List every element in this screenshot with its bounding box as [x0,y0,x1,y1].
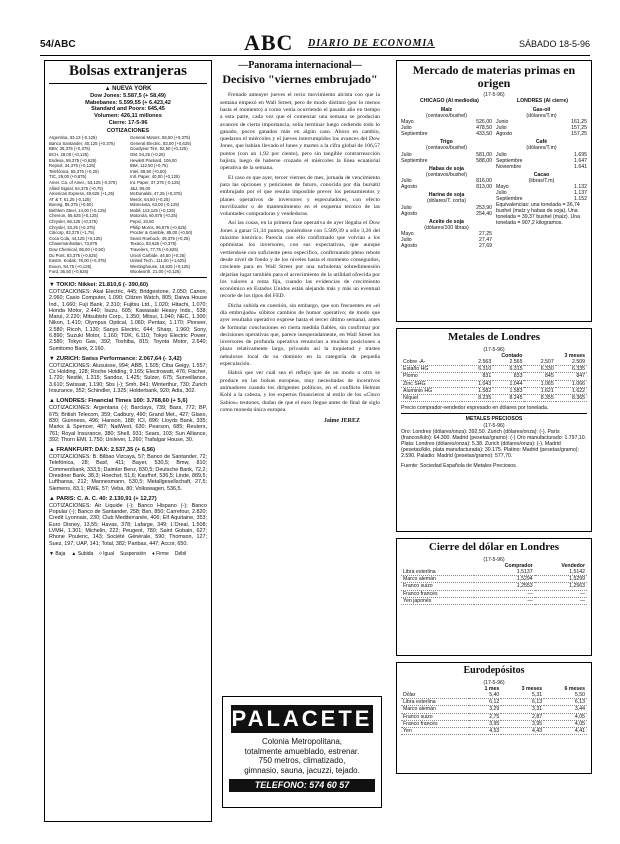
ny-quotes-right [130,135,207,275]
commodity-name: Habas de soja (centavos/bushel) [401,166,492,178]
table-cell: 6,13 [544,699,587,706]
table-cell: 6.310 [462,366,493,373]
legend-item: Suspensión [119,550,147,557]
quote-item: IBM, 112,50 (+0,75) [130,163,168,169]
commodity-price: 581,00 [476,151,492,158]
commodity-month: Julio [496,190,507,197]
quote-item: Sears Roebuck, 49,375 (+0,25) [130,235,190,241]
table-row [401,576,587,583]
quote-item: Ford, 36,50 (+0,625) [49,269,89,275]
table-cell: 1.066 [556,380,587,387]
quote-item: GM, 54,25 (+0,25) [130,151,165,157]
table-cell: 5,50 [544,692,587,699]
column-header: 6 meses [564,685,585,692]
quote-item: Bethlem Steel, 14,00 (+0,125) [49,207,107,213]
table-cell: — [535,590,587,597]
table-row [401,597,587,604]
commodity-unit: (dólares/T. corta) [427,198,466,205]
table-cell: 4,05 [544,713,587,720]
quote-item: Repsol, 34,375 (+0,125) [49,163,96,169]
commodity-month: Mayo [401,231,414,237]
ad-phone: TELEFONO: 574 60 57 [229,779,375,792]
ny-index: Mabebanes: 5.599,55 (+ 6.423,42 [85,99,171,106]
commodity-unit: (dólares/T.m) [526,145,557,152]
quote-item: Intl. Paper, 40,00 (+0,125) [130,174,180,180]
commodity-price: 157,25 [571,125,587,132]
metales-box [396,328,592,532]
table-cell: 4,43 [501,728,544,735]
table-cell: 2.509 [556,359,587,366]
quote-item: General Motors, 55,50 (+0,375) [130,135,191,141]
commodity-row [496,131,587,137]
quote-item: McDonalds, 47,25 (+0,375) [130,191,182,197]
quote-item: American Express, 49,625 (+1,25) [49,191,115,197]
quote-item: Goodyear Tire, 52,50 (+0,125) [130,146,188,152]
commodity-month: Noviembre [496,163,522,170]
commodity-unit: (libras/T.m) [528,177,555,184]
preciosos-title: METALES PRECIOSOS [465,416,523,423]
commodity-price: 1.152 [574,196,587,203]
metales-date: (17-5-96) [483,346,505,353]
legend-item: Débil [174,550,187,557]
quote-item: Texaco, 83,625 (+0,375) [130,241,177,247]
quote-item: Intel, 69,50 (+0,50) [130,168,167,174]
commodity-unit: (centavos/bushel) [426,145,467,152]
row-label: Zinc SHG [401,380,462,387]
ad-line: totalmente amueblado, estrenar. [244,746,360,756]
column-header: Vendedor [561,562,585,569]
table-cell: 3,44 [544,706,587,713]
table-cell: 1,5294 [474,576,535,583]
table-cell: 1.065 [524,380,555,387]
commodity-price: 478,50 [476,125,492,132]
quote-item: Exxon, 84,75 (+0,125) [49,263,92,269]
commodity-price: 588,00 [476,157,492,164]
row-label: Estaño HG [401,366,462,373]
quote-item: Telefónica, 55,375 (+0,25) [49,168,99,174]
commodity-unit: (dólares/T.m) [526,112,557,119]
commodity-month: Julio [401,178,412,185]
dolar-title: Cierre del dólar en Londres [428,541,560,553]
table-cell: 8.235 [462,395,493,402]
quote-item: Dow Chemical, 86,00 (+0,50) [49,247,105,253]
ny-heading: ▲ NUEVA YORK [104,85,152,92]
bolsas-extranjeras [44,60,212,822]
row-label: Cobre -A- [401,359,462,366]
table-cell: 1,2553 [474,583,535,590]
table-cell: — [474,590,535,597]
commodity-price: 27,25 [479,231,492,237]
quote-item: Philip Morris, 96,875 (+0,625) [130,224,187,230]
column-header: 3 meses [521,685,543,692]
equivalencias-note: Equivalencias: una tonelada = 36,74 bushel (maíz y habas de soja). Una tonelada = 39,37 bushel (maíz). Una tonelada = 907,2 kilogramos. [496,202,581,227]
ad-line: Colonia Metropolitana, [261,737,343,746]
commodity-month: Julio [401,237,412,243]
legend-item: ▲ Subida [71,550,94,557]
commodity-unit: (dólares/100 libras) [424,224,469,231]
londres-quotes: COTIZACIONES: Argentaria (-); Barclays, 739; Bass, 772; BP, 675; British Telecom, 359; Cadbury, 490; Grand Met., 427; Glaxo, 830; Guinness, 496; Hanson, 188; ICI, 896; Lloyds Bank, 335; Marks & Spencer, 487; NatWest, 630; Pearson, 685; Reuters, 761; Royal Insurance, 380; Shell, 931; Sears, 103; Sun Alliance, 392; Thorn EMI, 1.750; Unilever, 1.260; Trafalgar House, 30. [49,405,207,443]
table-cell: 831 [462,373,493,380]
commodity-price: 27,69 [479,243,492,249]
table-cell: 6.335 [556,366,587,373]
table-cell: 1.621 [524,387,555,394]
dolar-table [401,563,587,605]
table-cell: 3,95 [469,720,502,727]
section-title: DIARIO DE ECONOMIA [308,38,435,49]
table-cell: 1.583 [493,387,524,394]
table-cell: 847 [556,373,587,380]
table-cell: 1,5142 [535,569,587,576]
table-cell: 6.330 [524,366,555,373]
quote-item: Citicorp, 82,375 (+1,75) [49,230,95,236]
commodity-row [401,243,492,249]
table-row [401,583,587,590]
frankfurt-heading: ▲ FRANKFURT: DAX: 2.537,35 (+ 6,56) [49,447,156,454]
article-paragraph: Así las cosas, en la primera fase operativa de ayer llegaba el Dow Jones a ganar 51,34 puntos, poniéndose con 5.589,39 a sólo 3,26 del máximo histórico. Parecía con ello confirmado que volvían a los optimistas los inversores, con sus expectativas, que aunque vertíendose con suficiente peso específico, confirmando pleno rebote desde nivel de fondo y de los niveles hasta el momento conseguidos, creciente para en Wall Street por una turbulenta sobredimensión dejarían lugar también para el acrecimiento de la utilidad ofrecida por los valores a renta fija, cuando las evidencias de crecimiento económico en Estados Unidos están alejando más y más un eventual recorte de los tipos del FED. [220,220,380,300]
row-label: Franco suizo [401,583,474,590]
quote-item: Amer. Ca. of Amer., 53,125 (-0,375) [49,179,117,185]
table-row [401,359,587,366]
quote-item: Du Pont, 83,375 (+0,625) [49,252,98,258]
table-cell: 2,87 [501,713,544,720]
materias-primas-box [396,60,592,322]
quote-item: J&J, 95,00 [130,185,151,191]
column-header: 3 meses [564,352,585,359]
commodity-price: 254,40 [476,210,492,217]
commodity-month: Julio [496,125,507,132]
preciosos-source: Fuente: Sociedad Española de Metales Preciosos. [401,462,518,469]
quote-item: Motorola, 60,875 (+0,25) [130,213,178,219]
zurich-quotes: COTIZACIONES: Alusuisse, 994; ABB, 1.505; Ciba Geigy, 1.557; Cs Holding, 128; Roche Holding, 9.165; Electrowatt, 476; Fischer, 1.720; Nestlé, 1.315; Sandoz, 1.425; Sulzer, 675; Surveillance, 3.610; Swissair, 1.190; Sbs (-); Smh, 841; Winterthur, 730; Zurich Insurance, 352; Schindler, 1.325; Holderbank, 920; Adia, 302. [49,362,207,395]
table-cell: 8.355 [524,395,555,402]
quote-item: Hewlett Packard, 106,00 [130,157,177,163]
table-cell: 2.507 [524,359,555,366]
paris-quotes: COTIZACIONES: Air Liquide (-); Banco Hispano (-); Banco Popular (-); Banco de Santander, 258; Bsn, 850; Carrefour, 2.820; Credit Lyonnais, 230; Club Mediterranée, 406; Elf Aquitaine, 353; Euro Disney, 13,55; Havas, 378; Lafarge, 349; L'Oreal, 1.508; LVMH, 1.301; Michelin, 222; Peugeot, 780; Saint Gobain, 627; Rhone Poulenc, 143; Société Générale, 590; Thomson, 127; Suez, 197; UAP, 141; Total, 382; Paribas, 447; Accor, 650. [49,502,207,547]
quote-item: Travelers, 77,75 (+0,625) [130,247,179,253]
article-paragraph: Frenado anteayer jueves el recio movimiento alcista con que la semana empezó en Wall Street, pero de modo distinto (por lo menos hasta el momento) a como venía ocurriendo el pasado año en tiempo a esta parte, cada vez que el comenzar una semana se producían avances de cierta importancia, solía terminar luego cediendo todo lo ganado, pocos ganados más en algún caso. Ahora en cambio, quedaron el miércoles y el jueves interrumpidos los avances del Dow Jones, que habían llevado el lunes y martes a la cifra global de 106,57 puntos (con un 1,92 por ciento), pero sin tangible contrarreacción bajista, luego de haberse cruzado el miércoles la línea ecuatorial operativa de la semana. [220,92,380,172]
commodity-price: 1.641 [574,163,587,170]
commodity-month: Julio [496,151,507,158]
quote-item: Boeing, 85,375 (+0,50) [49,202,93,208]
row-label: Libra esterlina [401,699,469,706]
quote-item: AT & T, 61,25 (-0,125) [49,196,91,202]
table-row [401,395,587,402]
commodity-name: Gas-oil (dólares/T.m) [496,107,587,119]
commodity-price: 526,00 [476,119,492,126]
page-header [40,30,590,56]
quote-item: Pepsi, 33,50 [130,219,154,225]
commodity-price: 433,50 [476,131,492,138]
metales-note: Precio comprador-vendedor expresado en dólares por tonelada. [401,405,549,412]
commodity-price: 161,25 [571,119,587,126]
table-cell: 6.315 [493,366,524,373]
quote-item: Mobil, 113,125 (+0,125) [130,207,176,213]
row-label: Yen japonés [401,597,474,604]
commodity-month: Julio [401,204,412,211]
table-cell: 3,95 [501,720,544,727]
article-paragraph: El caso es que ayer, tercer viernes de mes, jornada de vencimiento para las opciones y peticiones de futuro, conocida por día bursátil embrujado por el que resulta imposible prever los pensamientos y planes operativos de inversores y especuladores, con efecto movilizador o de mantenimiento en el esquema técnico de las voluntades compradoras y vendedoras. [220,174,380,218]
quote-item: Westinghouse, 18,625 (+0,125) [130,263,190,269]
table-row [401,713,587,720]
table-cell: 3,29 [469,706,502,713]
column-header: Contado [501,352,523,359]
ny-quotes [49,135,207,275]
commodity-price: 1.132 [574,184,587,191]
commodity-month: Septiembre [496,196,523,203]
row-label: Franco suizo [401,713,469,720]
commodity-row [401,158,492,164]
table-cell: 8.365 [556,395,587,402]
quote-item: Chrysler, 66,125 (+0,375) [49,219,98,225]
preciosos-text: Oro: Londres (dólares/onza): 392,50. Zurich (dólares/onza): (-). París (francos/kilo): 64.300. Madrid (pesetas/gramo): (-) Oro manufacturado: 1.797,10. Plata: Londres (dólares/onza): 5,38. Zurich (dólares/onza): (-). Madrid (pesetas/kilo, plata manufacturada): 30.175. Platino: Madrid (pesetas/gramo): 2.590. Paladio: Madrid (pesetas/gramo): 577,70. [401,428,587,459]
commodity-month: Agosto [496,131,513,138]
table-cell: 2,75 [469,713,502,720]
preciosos-date: (17-5-96) [483,422,505,429]
londres-heading: LONDRES (Al cierre) [516,98,568,105]
table-row [401,720,587,727]
commodity-price: 1.695 [574,151,587,158]
quote-item: Chrysler, 33,25 (+0,375) [49,224,96,230]
table-row [401,569,587,576]
quote-item: General Electric, 83,00 (+0,625) [130,140,192,146]
commodity-row [401,131,492,137]
commodity-month: Agosto [401,184,418,191]
quote-item: Chasemanhattan, 73,875 [49,241,98,247]
table-row [401,590,587,597]
ad-brand: PALACETE [231,706,373,731]
row-label: Plomo [401,373,462,380]
londres-commodities [496,105,587,249]
dolar-date: (17-5-96) [483,556,505,563]
table-cell: 2.563 [462,359,493,366]
tokio-quotes: COTIZACIONES: Akai Electric, 445; Bridgestone, 2.050; Canon, 2.060; Casio Computer, 1.090; Citizen Watch, 805; Daiwa House Ind., 1.660; Fuji Bank, 2.310; Fujitsu Ltd., 1.020; Hitachi, 1.070; Honda Motor, 2.440; Isuzu, 605; Kawasaki Heavy Inds., 538; Marui, 2.220; Mitsubishi Corp., 1.350; Mitsui, 1.040; NEC, 1.300; Nikon, 1.410; Olympus Optical, 1.060; Pentax, 1.170; Pioneer, 2.580; Ricoh, 1.130; Sanyo Electric, 644; Sharp, 1.960; Sony, 6.890; Suzuki Motor, 1.160; TDK, 6.110; Tokyo Electric Power, 2.580; Tokyo Gas, 392; Toshiba, 815; Toyota Motor, 2.640; Sumitomo Bank, 2.160. [49,288,207,352]
row-label: Marco alemán [401,576,474,583]
ad-line: 750 metros, climatizado, [258,756,346,765]
commodity-name: Maíz (centavos/bushel) [401,107,492,119]
table-cell: 4,53 [469,728,502,735]
commodity-month: Mayo [401,119,414,126]
frankfurt-quotes: COTIZACIONES: B. Bilbao Vizcaya, 57; Banco de Santander, 72; Telefónica, 28; Basf, 411; Bayer, 530,5; Bmw, 810; Commerzbank, 333,5; Daimler Benz, 830,5; Deutsche Bank, 72,2; Dresdner Bank, 38,3; Hoechst, 51,6; Kaufhof, 536,5; Linde, 889,5; Lufthansa, 212; Mannesmann, 530,5; Metallgesellschaft, 27,5; Siemens, 83,1; RWE, 57; Veba, 80; Volkswagen, 536,5. [49,454,207,492]
article-paragraph: Habrá que ver cuál sea el reflejo que de un modo u otro se produce en las bolsas europeas, muy necesitadas de incentivos animadores cuando los dirigentes políticos, en el conflicto Helmut Kohl a la cabeza, y los expertos financieros al estilo de los «Cinco Sabios» teutones, dudan de que el euro llegue antes de final de siglo como moneda única europea. [220,370,380,413]
row-label: Libra esterlina [401,569,474,576]
table-cell: — [535,597,587,604]
row-label: Marco alemán [401,706,469,713]
table-cell: 4,41 [544,728,587,735]
bolsas-title: Bolsas extranjeras [69,63,187,79]
commodity-month: Mayo [496,184,509,191]
table-row [401,366,587,373]
table-cell: 5,31 [501,692,544,699]
chicago-commodities [401,105,492,249]
row-label: Franco francés [401,590,474,597]
chicago-heading: CHICAGO (Al mediodía) [420,98,479,105]
quote-item: Endesa, 59,375 (+0,625) [49,157,97,163]
table-cell: 1.043 [462,380,493,387]
table-cell: 833 [493,373,524,380]
quote-item: Eastm. Kodak, 78,00 (+0,375) [49,258,107,264]
commodity-row [401,184,492,190]
table-row [401,692,587,699]
article-paragraph: Dicha subida en cuestión, sin embargo, que son frecuentes en «el día embrujado» súbitos cambios de humor operativo; de modo que ayer resultaba operativo exprese hasta el tercer último semanal, antes de formular conclusiones en cierta medida fiables, sin confirmar por decisiones operativas que, parece inesperadamente, en Wall Street los inversores de profunda operativa renuncian a muchos posiciones a plazo relativamente largo, privando así la inquietud y trastes nebulosos local de su dominio en la categoría de pequeña especulación. [220,302,380,368]
commodity-month: Julio [401,151,412,158]
page-number: 54/ABC [40,39,76,50]
quote-item: United Tech., 111,00 (+1,625) [130,258,187,264]
ad-line: gimnasio, sauna, jacuzzi, tejado. [244,765,360,775]
table-cell: 1,5137 [474,569,535,576]
euro-title: Eurodepósitos [463,665,525,676]
commodity-price: 253,90 [476,204,492,211]
commodity-month: Septiembre [401,131,428,138]
commodity-name: Café (dólares/T.m) [496,139,587,151]
page-date: SÁBADO 18-5-96 [518,39,590,49]
article-kicker: —Panorama internacional— [238,60,362,71]
tokio-heading: ▼ TOKIO: Nikkei: 21.810,6 (- 390,60) [49,282,149,288]
commodity-unit: (centavos/bushel) [426,112,467,119]
commodity-unit: (centavos/bushel) [426,171,467,178]
table-cell: 1,5299 [535,576,587,583]
legend [49,551,207,557]
legend-item: ◊ Igual [99,550,114,557]
quote-item: Allied Signal, 54,375 (+0,75) [49,185,104,191]
eurodepositos-box [396,662,592,774]
table-cell: 845 [524,373,555,380]
commodity-month: Agosto [401,243,418,249]
quote-item: Minnesota, 63,00 (-0,125) [130,202,180,208]
article-headline: Decisivo "viernes embrujado" [222,72,378,86]
commodity-price: 813,00 [476,184,492,191]
commodity-name: Aceite de soja (dólares/100 libras) [401,219,492,231]
table-cell: — [474,597,535,604]
quote-item: Chevron, 55,625 (+0,125) [49,213,99,219]
ny-index: Cierre: 17-5-96 [108,119,148,126]
commodity-price: 157,25 [571,131,587,138]
ny-index: Dow Jones: 5.587,5 (+ 58,49) [90,92,166,99]
londres-heading: ▲ LONDRES: Financial Times 100: 3.768,60 (+ 5,6) [49,398,188,405]
table-row [401,380,587,387]
quote-item: Coca Cola, 44,125 (+0,125) [49,235,102,241]
materias-title: Mercado de materias primas en origen [412,63,576,90]
table-cell: 6,13 [501,699,544,706]
zurich-heading: ▼ ZURICH: Swiss Performance: 2.067,64 (- 3,42) [49,355,182,362]
paris-heading: ▲ PARIS: C. A. C. 40: 2.130,91 (+ 12,27) [49,495,157,502]
commodity-month: Junio [496,119,509,126]
commodity-name: Harina de soja (dólares/T. corta) [401,192,492,204]
ny-cot-title: COTIZACIONES [106,128,150,135]
row-label: Dólar [401,692,469,699]
classified-ad [222,696,382,808]
quote-item: Argentina, 33,13 (-0,125) [49,135,97,141]
materias-date: (17-5-96) [483,92,505,99]
commodity-name: Trigo (centavos/bushel) [401,139,492,151]
row-label: Franco francés [401,720,469,727]
row-label: Aluminio HG [401,387,462,394]
table-row [401,728,587,735]
row-label: Níquel [401,395,462,402]
commodity-month: Agosto [401,210,418,217]
commodity-month: Septiembre [496,157,523,164]
table-row [401,373,587,380]
dolar-box [396,538,592,656]
table-cell: 1,2563 [535,583,587,590]
quote-item: Banco Santander, 40,125 (+0,375) [49,140,115,146]
metales-title: Metales de Londres [447,331,541,343]
commodity-row [401,211,492,217]
table-row [401,706,587,713]
ny-index: Standard and Poors: 645,45 [91,106,165,113]
commodity-month: Julio [401,125,412,132]
table-cell: 8.245 [493,395,524,402]
euro-table [401,686,587,736]
table-cell: 6,12 [469,699,502,706]
ny-quotes-left [49,135,126,275]
quote-item: BBV, 35,375 (+0,375) [49,146,91,152]
column-header: Comprador [504,562,533,569]
table-cell: 1.622 [556,387,587,394]
table-cell: 2.565 [493,359,524,366]
quote-item: Merck, 64,50 (+0,25) [130,196,170,202]
commodity-price: 1.137 [574,190,587,197]
table-cell: 4,05 [544,720,587,727]
commodity-price: 816,00 [476,178,492,185]
column-header: 1 mes [484,685,500,692]
legend-item: ▼ Baja [49,550,66,557]
metales-table [401,353,587,403]
newspaper-logo: ABC [244,30,294,55]
commodity-row [496,164,587,170]
table-cell: 3,31 [501,706,544,713]
quote-item: Procter & Gamble, 85,00 (+0,50) [130,230,193,236]
quote-item: Union Carbide, 44,50 (+0,25) [130,252,186,258]
quote-item: Int. Paper, 37,375 (-0,125) [130,179,181,185]
table-row [401,387,587,394]
quote-item: Woolworth, 21,00 (+0,125) [130,269,181,275]
table-cell: 5,40 [469,692,502,699]
article [220,60,380,425]
commodity-price: 1.647 [574,157,587,164]
quote-item: TIC, 29,00 (+0,875) [49,174,87,180]
commodity-name: Cacao (libras/T.m) [496,172,587,184]
markets-column [396,60,592,774]
row-label: Yen [401,728,469,735]
table-cell: 1.044 [493,380,524,387]
commodity-month: Septiembre [401,157,428,164]
quote-item: BCH, 28,00 (+0,125) [49,151,89,157]
legend-item: ♦ Firme [152,550,169,557]
commodity-price: 27,47 [479,237,492,243]
ny-index: Volumen: 426,11 millones [94,113,162,120]
euro-date: (17-5-96) [483,679,505,686]
table-row [401,699,587,706]
article-author: Jaime JEREZ [323,418,360,425]
table-cell: 1.582 [462,387,493,394]
